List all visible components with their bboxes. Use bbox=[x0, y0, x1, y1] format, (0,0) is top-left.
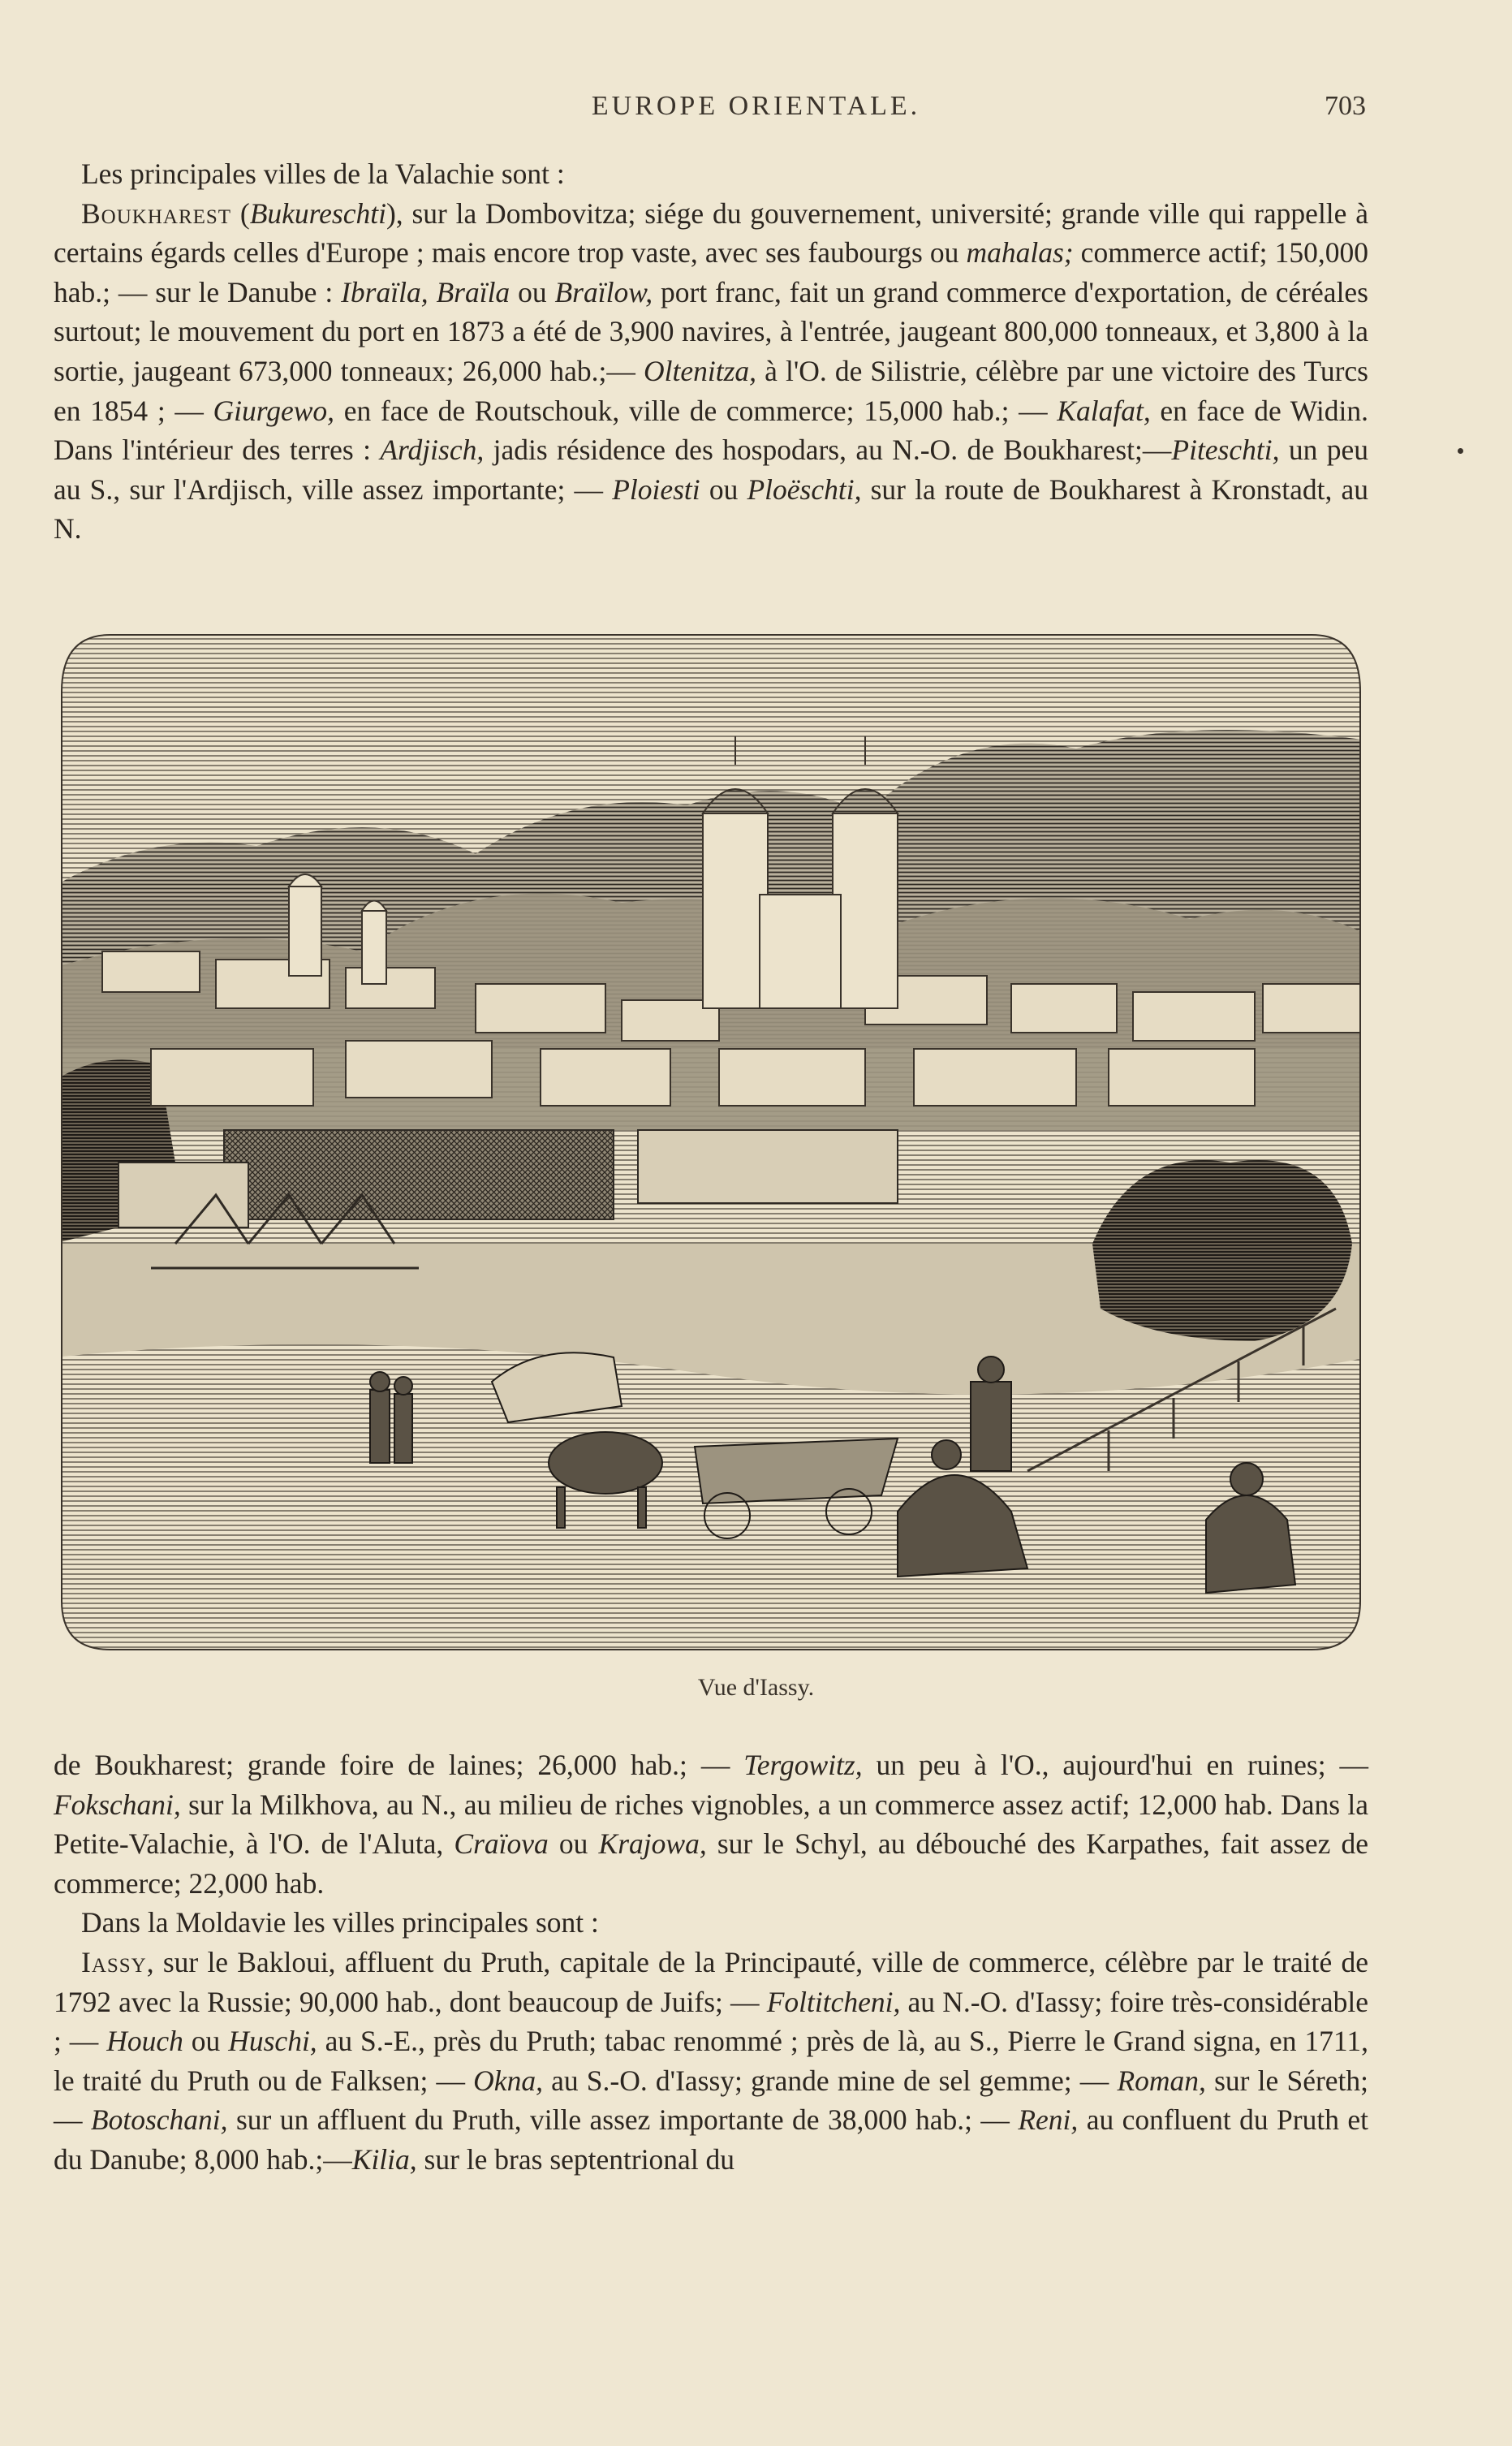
text-run: à l'O. de Silistrie, célèbre par une victoire des Turcs en 1854 ; — bbox=[54, 354, 1368, 427]
city-name: Piteschti, bbox=[1171, 434, 1280, 467]
city-name: Okna, bbox=[473, 2064, 543, 2097]
text-run: un peu au S., sur l'Ardjisch, ville assez importante; — bbox=[54, 434, 1368, 506]
city-name: Kilia, bbox=[351, 2142, 417, 2176]
text-run: port franc, fait un grand commerce d'exportation, de céréales surtout; le mouvement du port en 1873 a été de 3,900 navires, à l'entrée, jaugeant 800,000 tonneaux, et 3,800 à la sortie, jaugeant 673,000 tonneaux; 26,000 hab.;— bbox=[54, 275, 1369, 387]
paragraph-continuation bbox=[54, 1745, 1368, 1903]
city-name: Fokschani, bbox=[54, 1788, 181, 1821]
text-run: de Boukharest; grande foire de laines; 26,000 hab.; — bbox=[54, 1749, 744, 1781]
text-run: ou bbox=[548, 1827, 599, 1861]
text-run: au N.-O. d'Iassy; foire très-considérable ; — bbox=[54, 1985, 1368, 2058]
city-name: Tergowitz, bbox=[743, 1749, 863, 1781]
city-name: Ploëschti, bbox=[747, 472, 862, 506]
term: mahalas; bbox=[966, 236, 1074, 270]
text-run: sur le Séreth; — bbox=[54, 2064, 1369, 2137]
paragraph-boukharest bbox=[54, 194, 1368, 549]
text-run: commerce actif; 150,000 hab.; — sur le Danube : bbox=[54, 236, 1368, 308]
text-run: au confluent du Pruth et du Danube; 8,000 hab.;— bbox=[54, 2103, 1368, 2176]
valachie-intro: Les principales villes de la Valachie sont : bbox=[81, 157, 565, 190]
city-name: Krajowa, bbox=[598, 1827, 707, 1861]
text-run: sur la Milkhova, au N., au milieu de riches vignobles, a un commerce assez actif; 12,000 hab. Dans la Petite-Valachie, à l'O. de l'Aluta, bbox=[54, 1788, 1368, 1861]
text-run: ou bbox=[510, 275, 555, 308]
city-name: Kalafat, bbox=[1057, 394, 1151, 427]
city-name: Iassy bbox=[81, 1945, 147, 1978]
text-run: sur la route de Boukharest à Kronstadt, au N. bbox=[54, 472, 1368, 546]
ink-speck bbox=[1458, 448, 1463, 454]
city-name: Houch bbox=[106, 2025, 183, 2058]
city-name: Giurgewo, bbox=[213, 394, 335, 427]
city-name: Ibraïla, Braïla bbox=[341, 275, 510, 308]
text-run: ou bbox=[183, 2025, 229, 2058]
city-name: Craïova bbox=[454, 1827, 549, 1861]
text-run: ( bbox=[231, 196, 250, 230]
text-run: ou bbox=[700, 472, 747, 506]
paragraph-iassy bbox=[54, 1943, 1368, 2180]
city-name: Ploiesti bbox=[612, 472, 700, 506]
city-name: Boukharest bbox=[81, 196, 232, 230]
page-number: 703 bbox=[1325, 91, 1366, 121]
text-run: sur le bras septentrional du bbox=[416, 2142, 735, 2176]
moldavie-intro: Dans la Moldavie les villes principales sont : bbox=[81, 1906, 599, 1939]
text-run: en face de Widin. Dans l'intérieur des terres : bbox=[54, 394, 1368, 467]
city-name: Botoschani, bbox=[90, 2103, 228, 2137]
text-run: au S.-O. d'Iassy; grande mine de sel gemme; — bbox=[542, 2064, 1118, 2097]
top-text-block bbox=[54, 154, 1368, 549]
city-name: Foltitcheni, bbox=[766, 1985, 901, 2018]
text-run: un peu à l'O., aujourd'hui en ruines; — bbox=[862, 1749, 1369, 1781]
bottom-text-block bbox=[54, 1745, 1368, 2180]
engraving-iassy bbox=[54, 627, 1368, 1658]
figure-caption: Vue d'Iassy. bbox=[697, 1674, 815, 1701]
text-run: sur un affluent du Pruth, ville assez importante de 38,000 hab.; — bbox=[227, 2103, 1019, 2137]
text-run: sur le Schyl, au débouché des Karpathes, fait assez de commerce; 22,000 hab. bbox=[54, 1827, 1369, 1900]
text-run: en face de Routschouk, ville de commerce; 15,000 hab.; — bbox=[334, 394, 1058, 427]
city-name: Bukureschti bbox=[249, 196, 386, 230]
city-name: Braïlow, bbox=[554, 275, 653, 308]
text-run: au S.-E., près du Pruth; tabac renommé ; près de là, au S., Pierre le Grand signa, en 1711, le traité du Pruth ou de Falksen; — bbox=[54, 2025, 1368, 2097]
running-title: EUROPE ORIENTALE. bbox=[591, 91, 921, 121]
text-run: jadis résidence des hospodars, au N.-O. de Boukharest;— bbox=[484, 434, 1172, 467]
city-name: Huschi, bbox=[228, 2025, 317, 2058]
city-name: Oltenitza, bbox=[644, 354, 757, 387]
text-run: , sur le Bakloui, affluent du Pruth, capitale de la Principauté, ville de commerce, célèbre par le traité de 1792 avec la Russie; 90,000 hab., dont beaucoup de Juifs; — bbox=[54, 1945, 1368, 2018]
city-name: Ardjisch, bbox=[380, 434, 485, 467]
city-name: Reni, bbox=[1018, 2103, 1079, 2137]
engraving-illustration bbox=[54, 627, 1368, 1658]
city-name: Roman, bbox=[1117, 2064, 1206, 2097]
text-run: ), sur la Dombovitza; siége du gouvernement, université; grande ville qui rappelle à certains égards celles d'Europe ; mais encore trop vaste, avec ses faubourgs ou bbox=[54, 196, 1368, 270]
